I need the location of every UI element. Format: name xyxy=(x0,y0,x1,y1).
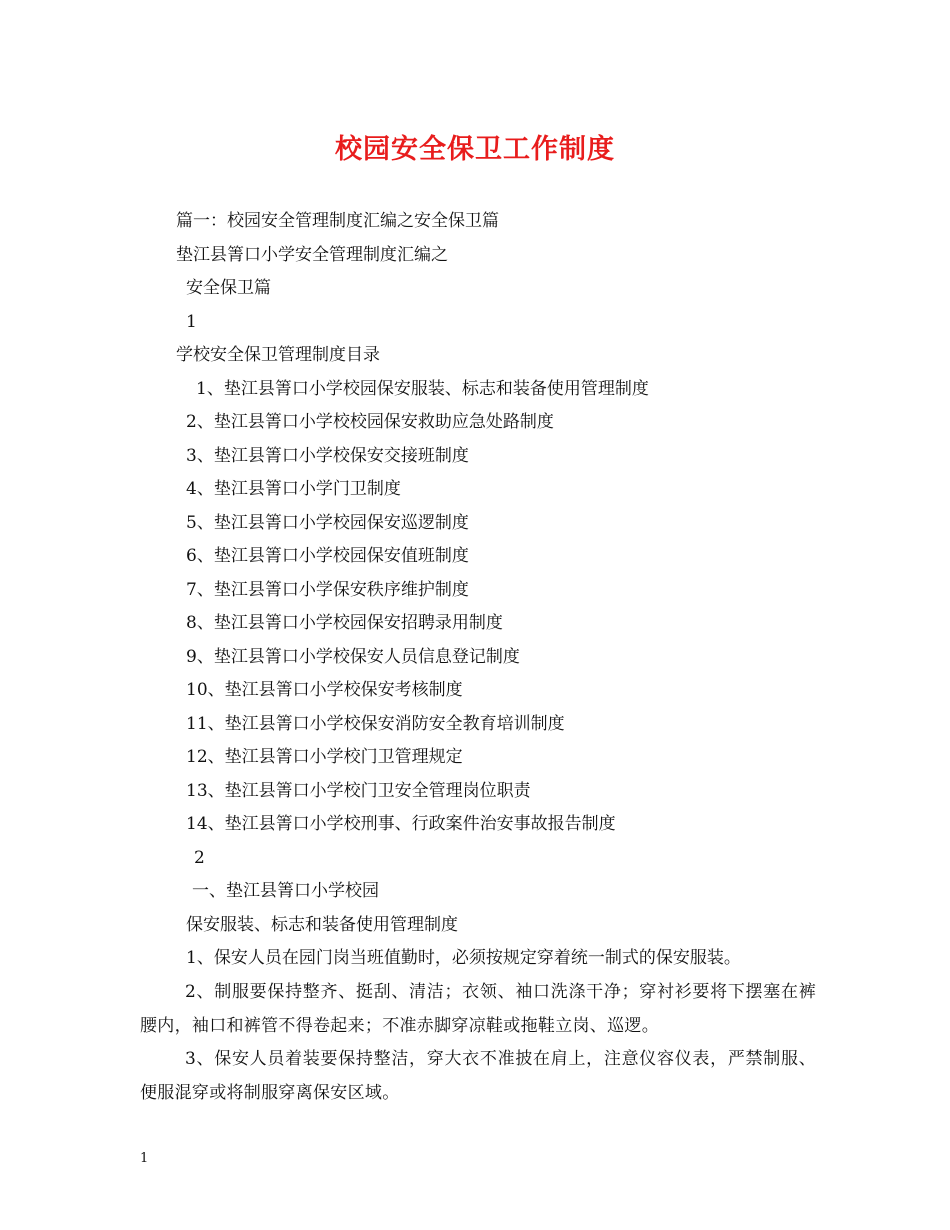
chapter-heading: 一、垫江县箐口小学校园 xyxy=(192,881,379,901)
section-heading: 篇一：校园安全管理制度汇编之安全保卫篇 xyxy=(176,211,499,231)
toc-item: 14、垫江县箐口小学校刑事、行政案件治安事故报告制度 xyxy=(186,814,616,834)
toc-item: 13、垫江县箐口小学校门卫安全管理岗位职责 xyxy=(186,781,531,801)
toc-heading: 学校安全保卫管理制度目录 xyxy=(176,345,380,365)
toc-item: 10、垫江县箐口小学校保安考核制度 xyxy=(186,680,463,700)
chapter-subheading: 保安服装、标志和装备使用管理制度 xyxy=(186,915,458,935)
toc-item: 8、垫江县箐口小学校园保安招聘录用制度 xyxy=(186,613,503,633)
toc-item: 1、垫江县箐口小学校园保安服装、标志和装备使用管理制度 xyxy=(196,379,649,399)
inline-page-marker: 1 xyxy=(186,312,197,332)
page-number: 1 xyxy=(140,1151,149,1166)
toc-item: 11、垫江县箐口小学校保安消防安全教育培训制度 xyxy=(186,714,565,734)
toc-item: 2、垫江县箐口小学校校园保安救助应急处路制度 xyxy=(186,412,554,432)
toc-item: 6、垫江县箐口小学校园保安值班制度 xyxy=(186,546,469,566)
toc-item: 9、垫江县箐口小学校保安人员信息登记制度 xyxy=(186,647,520,667)
toc-item: 3、垫江县箐口小学校保安交接班制度 xyxy=(186,446,469,466)
toc-item: 7、垫江县箐口小学保安秩序维护制度 xyxy=(186,580,469,600)
toc-item: 12、垫江县箐口小学校门卫管理规定 xyxy=(186,747,463,767)
toc-item: 4、垫江县箐口小学门卫制度 xyxy=(186,479,401,499)
toc-item: 5、垫江县箐口小学校园保安巡逻制度 xyxy=(186,513,469,533)
rule-paragraph: 3、保安人员着装要保持整洁，穿大衣不准披在肩上，注意仪容仪表，严禁制服、便服混穿或将制服穿离保安区域。 xyxy=(140,1049,816,1103)
compilation-subtitle: 安全保卫篇 xyxy=(186,278,271,298)
rule-paragraph: 2、制服要保持整齐、挺刮、清洁；衣领、袖口洗涤干净；穿衬衫要将下摆塞在裤腰内，袖口和裤管不得卷起来；不准赤脚穿凉鞋或拖鞋立岗、巡逻。 xyxy=(140,982,816,1036)
document-title: 校园安全保卫工作制度 xyxy=(335,134,615,165)
rule-item: 1、保安人员在园门岗当班值勤时，必须按规定穿着统一制式的保安服装。 xyxy=(186,948,741,968)
inline-page-marker: 2 xyxy=(194,848,205,868)
compilation-title: 垫江县箐口小学安全管理制度汇编之 xyxy=(176,245,448,265)
